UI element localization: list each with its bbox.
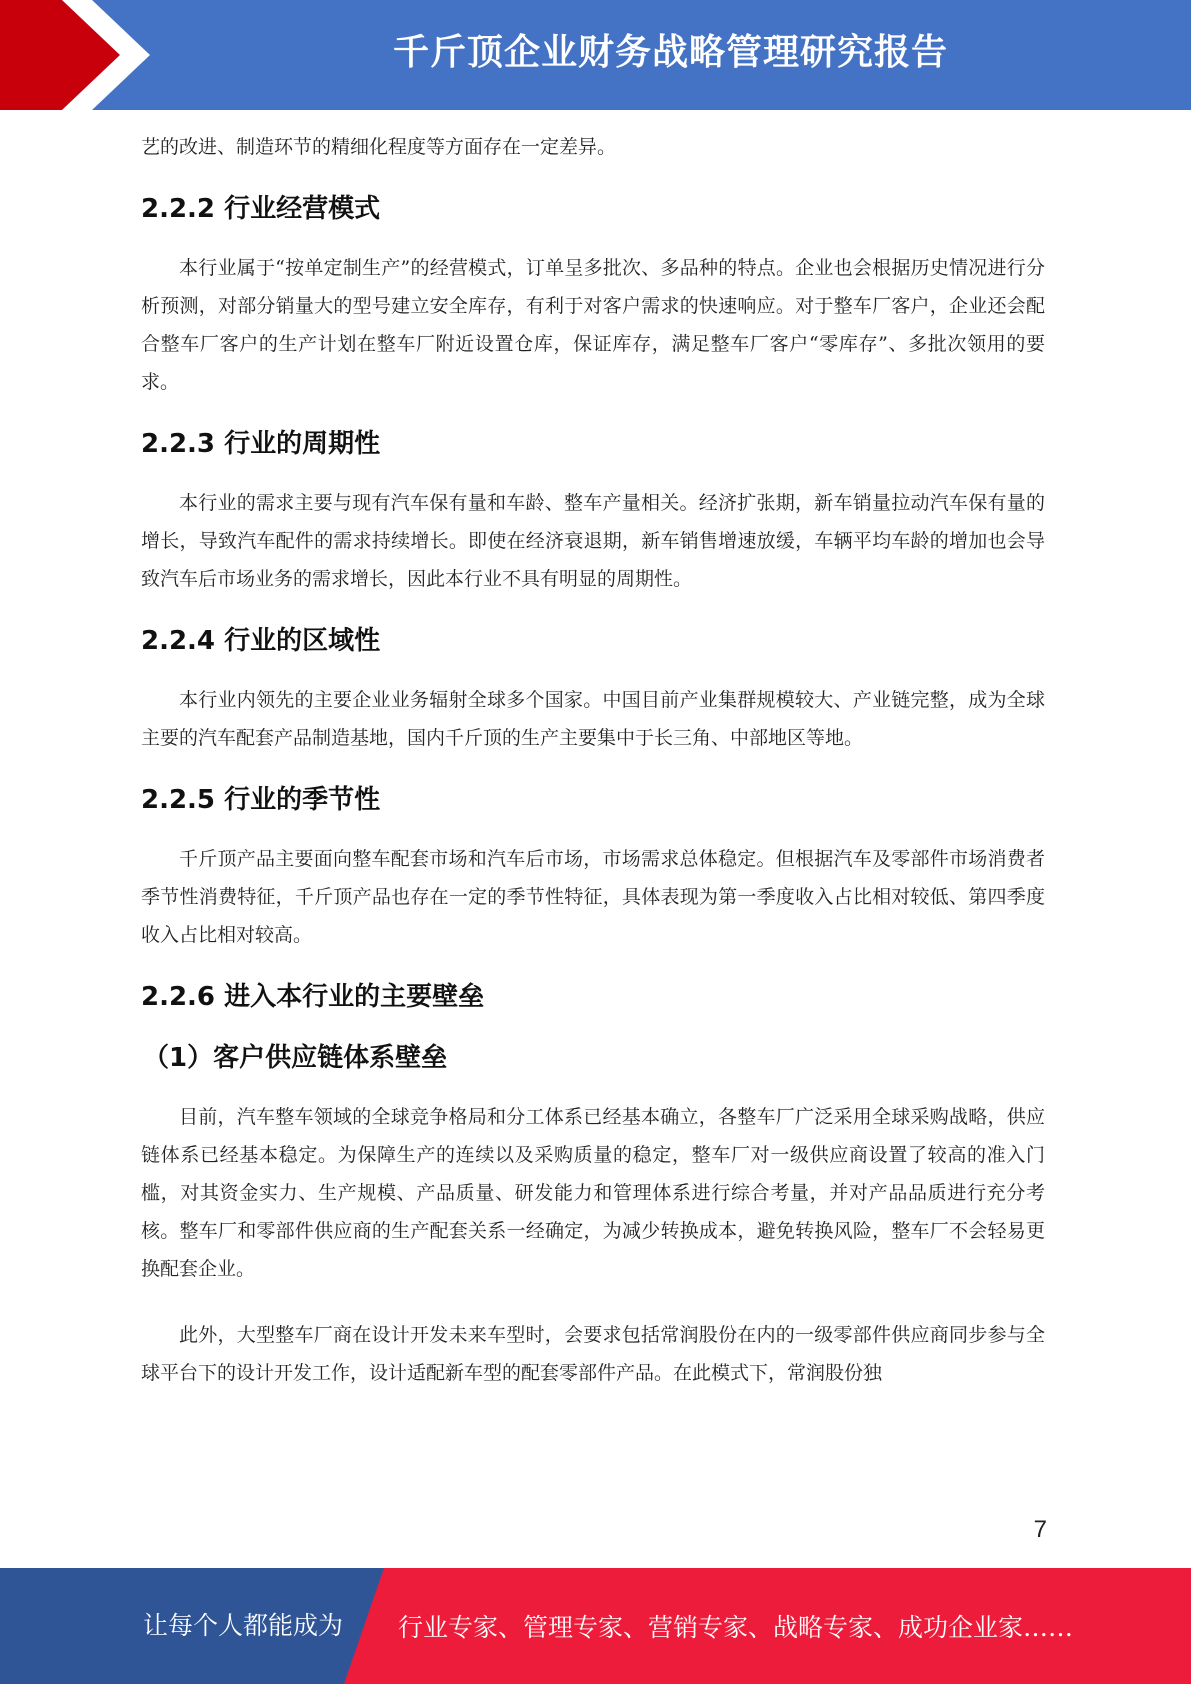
section-heading-2-2-6: 2.2.6 进入本行业的主要壁垒 [141,982,485,1012]
paragraph: 艺的改进、制造环节的精细化程度等方面存在一定差异。 [141,136,617,158]
footer-slogan-left: 让每个人都能成为 [143,1611,344,1640]
paragraph: 本行业的需求主要与现有汽车保有量和车龄、整车产量相关。经济扩张期，新车销量拉动汽车保有量的增长，导致汽车配件的需求持续增长。即使在经济衰退期，新车销售增速放缓，车辆平均车龄的增加也会导致汽车后市场业务的需求增长，因此本行业不具有明显的周期性。 [141,492,1045,590]
page-footer [0,1568,1191,1684]
report-title: 千斤顶企业财务战略管理研究报告 [392,32,948,73]
paragraph: 目前，汽车整车领域的全球竞争格局和分工体系已经基本确立，各整车厂广泛采用全球采购战略，供应链体系已经基本稳定。为保障生产的连续以及采购质量的稳定，整车厂对一级供应商设置了较高的准入门槛，对其资金实力、生产规模、产品质量、研发能力和管理体系进行综合考量，并对产品品质进行充分考核。整车厂和零部件供应商的生产配套关系一经确定，为减少转换成本，避免转换风险，整车厂不会轻易更换配套企业。 [141,1106,1045,1280]
page-header [0,0,1191,110]
paragraph: 此外，大型整车厂商在设计开发未来车型时，会要求包括常润股份在内的一级零部件供应商同步参与全球平台下的设计开发工作，设计适配新车型的配套零部件产品。在此模式下，常润股份独 [141,1324,1045,1384]
paragraph: 本行业属于“按单定制生产”的经营模式，订单呈多批次、多品种的特点。企业也会根据历史情况进行分析预测，对部分销量大的型号建立安全库存，有利于对客户需求的快速响应。对于整车厂客户，企业还会配合整车厂客户的生产计划在整车厂附近设置仓库，保证库存，满足整车厂客户“零库存”、多批次领用的要求。 [141,257,1045,393]
subsection-heading-1: （1）客户供应链体系壁垒 [143,1043,448,1073]
section-heading-2-2-3: 2.2.3 行业的周期性 [141,429,381,459]
section-heading-2-2-2: 2.2.2 行业经营模式 [141,194,381,224]
section-heading-2-2-4: 2.2.4 行业的区域性 [141,626,381,656]
page-number: 7 [1033,1516,1047,1543]
paragraph: 千斤顶产品主要面向整车配套市场和汽车后市场，市场需求总体稳定。但根据汽车及零部件市场消费者季节性消费特征，千斤顶产品也存在一定的季节性特征，具体表现为第一季度收入占比相对较低、第四季度收入占比相对较高。 [141,848,1045,946]
footer-slogan-right: 行业专家、管理专家、营销专家、战略专家、成功企业家…… [398,1613,1074,1642]
section-heading-2-2-5: 2.2.5 行业的季节性 [141,785,381,815]
document-body [141,128,1045,1392]
paragraph: 本行业内领先的主要企业业务辐射全球多个国家。中国目前产业集群规模较大、产业链完整，成为全球主要的汽车配套产品制造基地，国内千斤顶的生产主要集中于长三角、中部地区等地。 [141,689,1045,749]
